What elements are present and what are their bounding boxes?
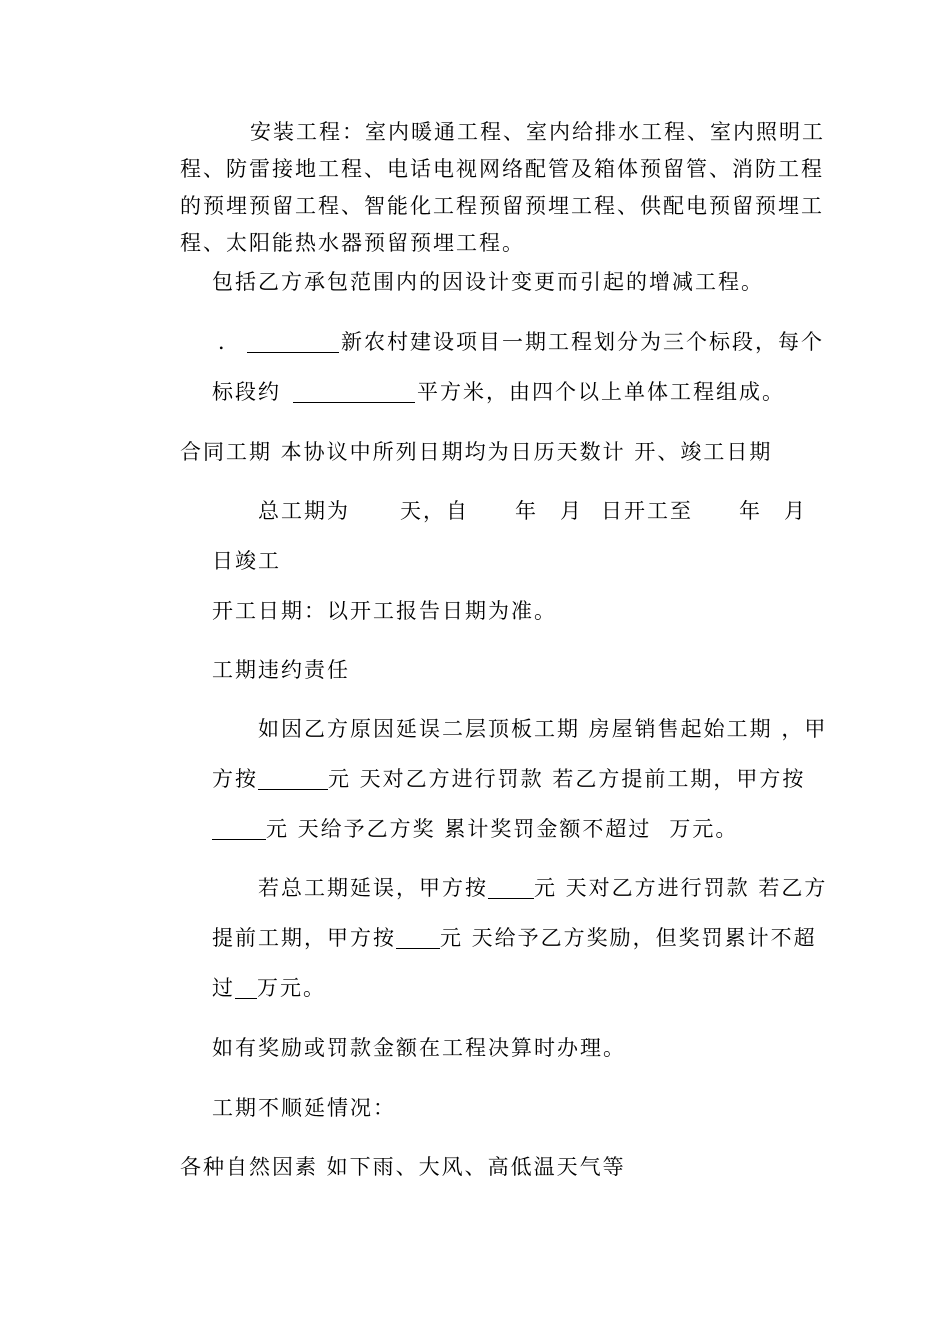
penalty1-rate-blank [258, 769, 328, 790]
penalty2-line-1 [258, 874, 827, 902]
install-line-3: 的预埋预留工程、智能化工程预留预埋工程、供配电预留预埋工 [180, 194, 824, 218]
settlement-line: 如有奖励或罚款金额在工程决算时办理。 [212, 1036, 626, 1060]
bullet-mark: ． [218, 330, 241, 354]
penalty1-line-3 [212, 815, 738, 843]
no-extension-heading: 工期不顺延情况： [212, 1096, 396, 1120]
penalty1-l3b: 万元。 [669, 817, 739, 841]
penalty1-l3a: 元 天给予乙方奖 累计奖罚金额不超过 [266, 817, 652, 841]
total-period-p7: 月 [784, 499, 807, 523]
penalty2-l1a: 若总工期延误，甲方按 [258, 876, 488, 900]
period-heading: 合同工期 本协议中所列日期均为日历天数计 开、竣工日期 [180, 440, 773, 464]
total-period-p5: 日开工至 [601, 499, 693, 523]
install-line-1: 安装工程：室内暖通工程、室内给排水工程、室内照明工 [250, 120, 825, 144]
penalty1-reward-blank [212, 819, 266, 840]
penalty2-rate-blank [488, 878, 534, 899]
penalty2-l3b: 万元。 [257, 976, 326, 1000]
total-period-p4: 月 [560, 499, 583, 523]
install-line-2: 程、防雷接地工程、电话电视网络配管及箱体预留管、消防工程 [180, 157, 824, 181]
project-line-1 [218, 328, 824, 356]
penalty2-l3a: 过 [212, 976, 235, 1000]
total-period-line-1 [258, 497, 807, 525]
total-period-p3: 年 [515, 499, 538, 523]
project-text-2b: 平方米，由四个以上单体工程组成。 [417, 380, 785, 404]
area-blank [293, 382, 415, 403]
project-text-1: 新农村建设项目一期工程划分为三个标段，每个 [341, 330, 824, 354]
total-period-p6: 年 [739, 499, 762, 523]
penalty1-l2a: 方按 [212, 767, 258, 791]
penalty2-line-2 [212, 924, 817, 952]
penalty1-line-2 [212, 765, 805, 793]
start-date: 开工日期：以开工报告日期为准。 [212, 599, 557, 623]
penalty1-l2b: 元 天对乙方进行罚款 若乙方提前工期，甲方按 [328, 767, 806, 791]
natural-factors-line: 各种自然因素 如下雨、大风、高低温天气等 [180, 1155, 626, 1179]
penalty1-line-1: 如因乙方原因延误二层顶板工期 房屋销售起始工期 ，甲 [258, 717, 828, 741]
total-period-p1: 总工期为 [258, 499, 350, 523]
total-period-line-2: 日竣工 [212, 549, 281, 573]
breach-heading: 工期违约责任 [212, 658, 350, 682]
scope-line: 包括乙方承包范围内的因设计变更而引起的增减工程。 [212, 270, 764, 294]
penalty2-l2a: 提前工期，甲方按 [212, 926, 396, 950]
penalty2-cap-blank [235, 978, 257, 999]
penalty2-line-3 [212, 974, 326, 1002]
penalty2-l2b: 元 天给予乙方奖励，但奖罚累计不超 [440, 926, 817, 950]
penalty2-reward-blank [396, 928, 440, 949]
install-line-4: 程、太阳能热水器预留预埋工程。 [180, 231, 525, 255]
penalty2-l1b: 元 天对乙方进行罚款 若乙方 [534, 876, 828, 900]
project-text-2a: 标段约 [212, 380, 281, 404]
project-line-2 [212, 378, 785, 406]
project-name-blank [247, 332, 339, 353]
total-period-p2: 天，自 [400, 499, 469, 523]
